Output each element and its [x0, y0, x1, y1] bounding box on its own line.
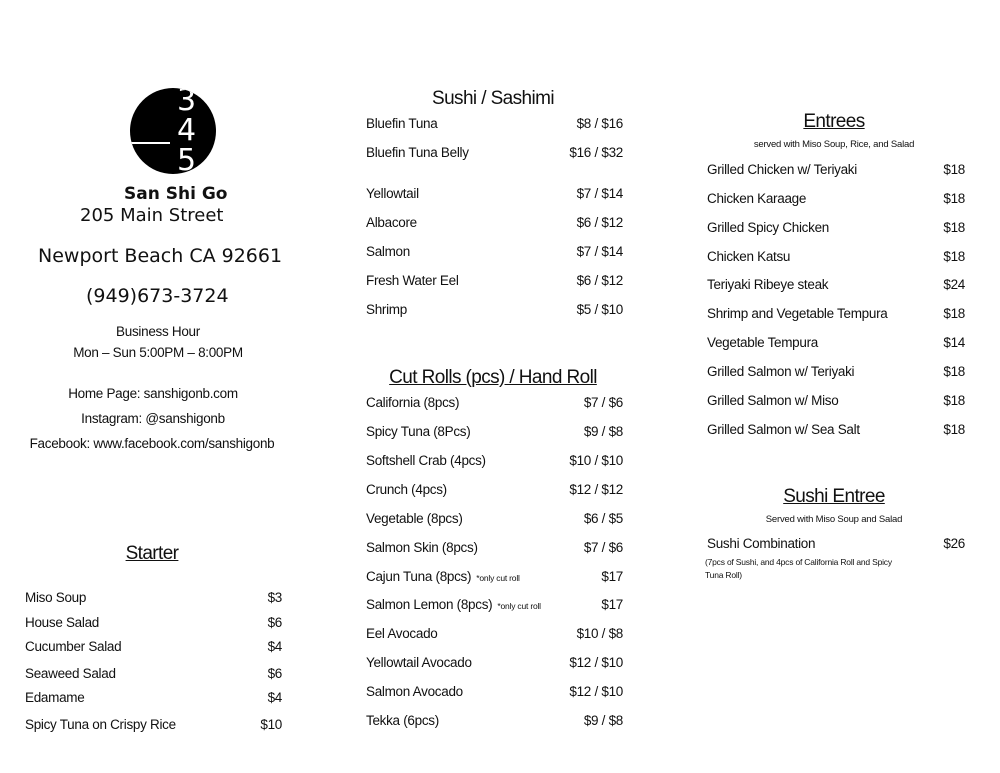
item-price: $4: [267, 690, 282, 705]
item-price: $6 / $12: [576, 215, 623, 230]
item-name-group: [707, 220, 829, 235]
menu-item-row: [707, 393, 965, 408]
item-name-group: [25, 615, 99, 630]
item-name: Eel Avocado: [366, 626, 438, 641]
item-name-group: [366, 302, 407, 317]
menu-item-row: [366, 145, 623, 160]
menu-item-row: [707, 277, 965, 292]
item-name-group: [366, 116, 437, 131]
menu-item-row: [366, 116, 623, 131]
sushi-entree-subtitle: Served with Miso Soup and Salad: [765, 514, 903, 525]
item-name-group: [366, 569, 520, 584]
item-name: Miso Soup: [25, 590, 87, 605]
menu-item-row: [25, 690, 282, 705]
menu-item-row: [25, 666, 282, 681]
item-name-group: [707, 393, 838, 408]
item-name-group: [366, 273, 459, 288]
menu-item-row: [707, 220, 965, 235]
menu-item-row: [366, 713, 623, 728]
item-price: $17: [601, 569, 623, 584]
hours-text: Mon – Sun 5:00PM – 8:00PM: [73, 345, 243, 360]
menu-item-row: [707, 249, 965, 264]
item-price: $6: [267, 615, 282, 630]
item-name-group: [366, 482, 447, 497]
menu-item-row: [366, 424, 623, 439]
item-name-group: [707, 277, 828, 292]
item-name-group: [366, 244, 410, 259]
menu-item-row: [366, 215, 623, 230]
menu-item-row: [366, 511, 623, 526]
logo-digit-3: 3: [177, 88, 197, 118]
item-price: $18: [943, 422, 965, 437]
item-name: Shrimp and Vegetable Tempura: [707, 306, 888, 321]
item-name-group: [707, 364, 854, 379]
item-price: $6 / $12: [576, 273, 623, 288]
item-price: $18: [943, 393, 965, 408]
street-address: 205 Main Street: [80, 205, 224, 226]
item-price: $10: [260, 717, 282, 732]
item-price: $5 / $10: [576, 302, 623, 317]
item-price: $17: [601, 597, 623, 612]
item-name: Vegetable (8pcs): [366, 511, 463, 526]
item-name-group: [25, 639, 121, 654]
item-name: Yellowtail: [366, 186, 419, 201]
menu-item-row: [707, 306, 965, 321]
item-name: Seaweed Salad: [25, 666, 116, 681]
menu-item-row: [25, 615, 282, 630]
item-price: $18: [943, 162, 965, 177]
item-name: California (8pcs): [366, 395, 460, 410]
item-note: *only cut roll: [476, 573, 520, 583]
item-name: Salmon Skin (8pcs): [366, 540, 478, 555]
menu-item-row: [25, 590, 282, 605]
item-price: $7 / $6: [583, 540, 623, 555]
item-note: *only cut roll: [497, 601, 541, 611]
item-name: Tekka (6pcs): [366, 713, 439, 728]
hours-title: Business Hour: [116, 324, 200, 339]
item-price: $18: [943, 191, 965, 206]
facebook: Facebook: www.facebook.com/sanshigonb: [29, 436, 275, 451]
item-name-group: [707, 422, 860, 437]
item-name-group: [366, 145, 469, 160]
item-price: $12 / $10: [569, 684, 623, 699]
item-name: Grilled Salmon w/ Miso: [707, 393, 839, 408]
item-price: $8 / $16: [576, 116, 623, 131]
item-price: $14: [943, 335, 965, 350]
menu-item-row: [366, 273, 623, 288]
item-name: Cucumber Salad: [25, 639, 122, 654]
menu-item-row: [25, 639, 282, 654]
phone-number: (949)673-3724: [86, 285, 229, 307]
item-price: $18: [943, 249, 965, 264]
item-price: $10 / $10: [569, 453, 623, 468]
menu-item-row: [707, 422, 965, 437]
item-name-group: [366, 597, 541, 612]
item-name: Grilled Salmon w/ Sea Salt: [707, 422, 860, 437]
item-price: $7 / $14: [576, 186, 623, 201]
item-name-group: [366, 453, 486, 468]
menu-item-row: [366, 482, 623, 497]
item-name-group: [366, 511, 463, 526]
item-name-group: [366, 395, 459, 410]
logo-digit-4: 4: [177, 113, 197, 148]
menu-item-row: [366, 540, 623, 555]
item-name: Salmon Avocado: [366, 684, 463, 699]
item-name-group: [366, 424, 470, 439]
item-name: Cajun Tuna (8pcs): [366, 569, 472, 584]
item-price: $24: [943, 277, 965, 292]
item-name: Fresh Water Eel: [366, 273, 459, 288]
item-name-group: [366, 215, 417, 230]
item-name: Shrimp: [366, 302, 407, 317]
rolls-title: Cut Rolls (pcs) / Hand Roll: [389, 367, 597, 388]
item-name-group: [707, 306, 887, 321]
menu-item-row: [707, 162, 965, 177]
menu-item-row: [366, 684, 623, 699]
item-price: $7 / $14: [576, 244, 623, 259]
item-price: $9 / $8: [583, 713, 623, 728]
menu-item-row: [366, 655, 623, 670]
item-name: Spicy Tuna on Crispy Rice: [25, 717, 176, 732]
item-name: Salmon Lemon (8pcs): [366, 597, 493, 612]
item-name: Bluefin Tuna: [366, 116, 438, 131]
restaurant-name: San Shi Go: [124, 184, 228, 204]
item-name-group: [366, 540, 478, 555]
item-name-group: [707, 335, 818, 350]
menu-item-row: [366, 244, 623, 259]
item-name: Crunch (4pcs): [366, 482, 447, 497]
item-name: Grilled Salmon w/ Teriyaki: [707, 364, 855, 379]
menu-item-row: [366, 186, 623, 201]
logo: [130, 88, 216, 174]
item-name: Vegetable Tempura: [707, 335, 818, 350]
item-name-group: [366, 713, 439, 728]
item-name: Softshell Crab (4pcs): [366, 453, 486, 468]
item-price: $4: [267, 639, 282, 654]
item-price: $3: [267, 590, 282, 605]
item-price: $6 / $5: [583, 511, 623, 526]
menu-item-row: [366, 302, 623, 317]
item-name-group: [25, 717, 176, 732]
item-price: $26: [943, 536, 965, 551]
item-name-group: [366, 186, 419, 201]
item-name-group: [366, 655, 472, 670]
item-name-group: [25, 690, 84, 705]
item-name: Grilled Spicy Chicken: [707, 220, 829, 235]
item-price: $10 / $8: [576, 626, 623, 641]
item-name-group: [366, 684, 463, 699]
menu-item-row: [366, 597, 623, 612]
city-address: Newport Beach CA 92661: [38, 245, 283, 267]
logo-dash: [130, 142, 170, 144]
menu-item-row: [366, 395, 623, 410]
entrees-subtitle: served with Miso Soup, Rice, and Salad: [753, 139, 915, 150]
item-name-group: [707, 249, 790, 264]
item-name: Edamame: [25, 690, 85, 705]
menu-item-row: [707, 335, 965, 350]
item-price: $9 / $8: [583, 424, 623, 439]
sushi-entree-row: [707, 536, 965, 551]
item-name: Chicken Katsu: [707, 249, 791, 264]
item-name: Bluefin Tuna Belly: [366, 145, 469, 160]
entrees-title: Entrees: [803, 111, 865, 132]
menu-item-row: [366, 569, 623, 584]
sushi-title: Sushi / Sashimi: [432, 88, 554, 109]
item-name: Yellowtail Avocado: [366, 655, 472, 670]
menu-item-row: [707, 364, 965, 379]
logo-digit-5: 5: [177, 143, 197, 174]
item-name: Spicy Tuna (8Pcs): [366, 424, 471, 439]
item-name: House Salad: [25, 615, 100, 630]
menu-item-row: [366, 453, 623, 468]
item-price: $16 / $32: [569, 145, 623, 160]
item-name: Albacore: [366, 215, 417, 230]
item-name: Teriyaki Ribeye steak: [707, 277, 829, 292]
home-page: Home Page: sanshigonb.com: [68, 386, 238, 401]
item-name-group: [707, 162, 857, 177]
item-price: $6: [267, 666, 282, 681]
starter-title: Starter: [125, 543, 179, 564]
item-name: Chicken Karaage: [707, 191, 807, 206]
item-name-group: [707, 191, 806, 206]
item-price: $18: [943, 220, 965, 235]
item-price: $7 / $6: [583, 395, 623, 410]
menu-item-row: [707, 191, 965, 206]
sushi-entree-description: (7pcs of Sushi, and 4pcs of California Roll and Spicy Tuna Roll): [705, 557, 892, 580]
menu-item-row: [25, 717, 282, 732]
item-price: $18: [943, 364, 965, 379]
sushi-entree-title: Sushi Entree: [783, 486, 885, 507]
item-price: $12 / $10: [569, 655, 623, 670]
item-name: Salmon: [366, 244, 410, 259]
item-name-group: [25, 666, 116, 681]
item-name-group: [366, 626, 438, 641]
item-price: $12 / $12: [569, 482, 623, 497]
item-name-group: [25, 590, 86, 605]
item-name: Grilled Chicken w/ Teriyaki: [707, 162, 857, 177]
menu-item-row: [366, 626, 623, 641]
instagram: Instagram: @sanshigonb: [81, 411, 225, 426]
item-price: $18: [943, 306, 965, 321]
item-name: Sushi Combination: [707, 536, 816, 551]
